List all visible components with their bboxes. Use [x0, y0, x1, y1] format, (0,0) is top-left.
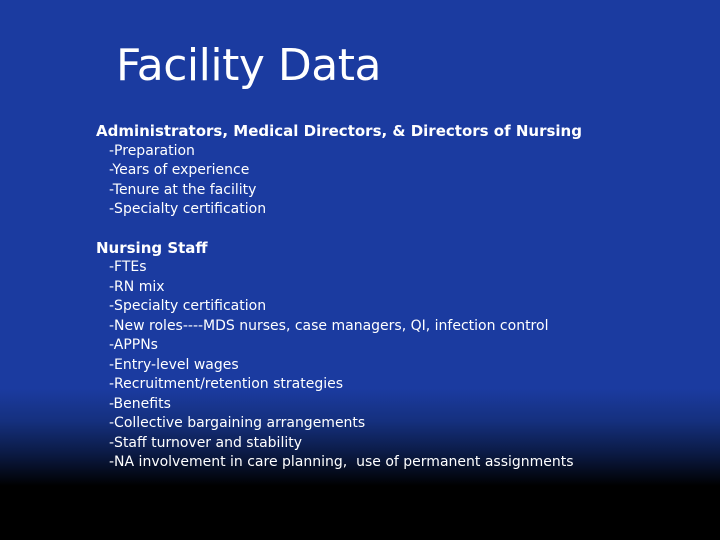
list-item: -Entry-level wages — [109, 356, 239, 373]
list-item: -NA involvement in care planning, use of permanent assignments — [109, 454, 574, 470]
bullet-list — [96, 142, 706, 220]
list-item: -New roles----MDS nurses, case managers, QI, infection control — [109, 317, 549, 334]
list-item: -Preparation — [109, 142, 195, 159]
list-item: -Years of experience — [109, 162, 250, 178]
section-leadership — [96, 122, 706, 220]
section-heading: Nursing Staff — [96, 238, 208, 257]
list-item: -FTEs — [109, 259, 147, 275]
section-heading: Administrators, Medical Directors, & Directors of Nursing — [96, 122, 582, 140]
slide-title: Facility Data — [116, 40, 381, 91]
list-item: -APPNs — [109, 337, 158, 353]
list-item: -Benefits — [109, 395, 171, 412]
list-item: -Specialty certification — [109, 298, 267, 314]
slide-content — [96, 122, 706, 492]
list-item: -Recruitment/retention strategies — [109, 376, 344, 392]
list-item: -RN mix — [109, 278, 165, 295]
list-item: -Collective bargaining arrangements — [109, 415, 366, 431]
list-item: -Tenure at the facility — [109, 181, 257, 198]
section-nursing-staff — [96, 239, 706, 473]
bullet-list — [96, 258, 706, 473]
list-item: -Staff turnover and stability — [109, 434, 302, 451]
list-item: -Specialty certification — [109, 201, 267, 217]
